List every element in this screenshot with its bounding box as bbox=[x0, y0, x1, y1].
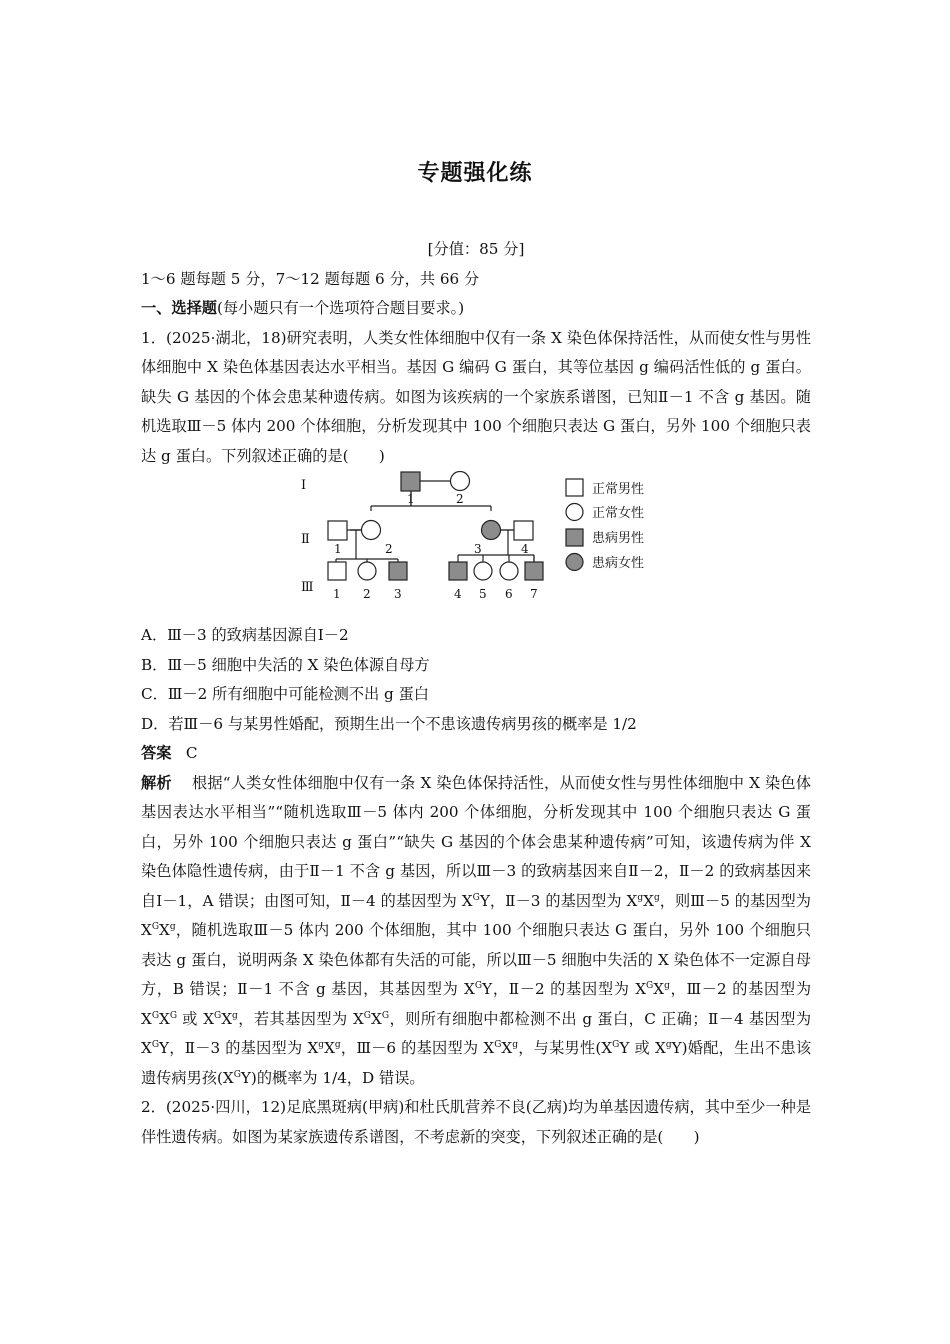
ped-I-1-affected-male bbox=[401, 472, 420, 491]
section-label: 一、选择题 bbox=[141, 299, 217, 317]
ped-num-III-3: 3 bbox=[394, 587, 402, 601]
ped-num-III-1: 1 bbox=[333, 587, 341, 601]
ped-num-III-7: 7 bbox=[530, 587, 538, 601]
ped-num-II-1: 1 bbox=[334, 542, 342, 556]
legend-normal-female: 正常女性 bbox=[592, 506, 645, 521]
analysis-text: X bbox=[653, 980, 665, 998]
q1-option-c: C．Ⅲ－2 所有细胞中可能检测不出 g 蛋白 bbox=[141, 685, 429, 703]
analysis-text: X bbox=[221, 1009, 233, 1028]
allele-sup: g bbox=[232, 1010, 238, 1021]
allele-sup: G bbox=[169, 1010, 178, 1021]
pedigree-chart bbox=[296, 471, 656, 621]
ped-III-4-affected-male bbox=[449, 562, 467, 580]
page-title: 专题强化练 bbox=[417, 161, 533, 186]
ped-num-III-4: 4 bbox=[454, 587, 462, 601]
q1-option-b: B．Ⅲ－5 细胞中失活的 X 染色体源自母方 bbox=[141, 655, 430, 674]
ped-III-5-normal-female bbox=[474, 562, 492, 580]
q1-analysis bbox=[141, 769, 811, 1094]
allele-sup: G bbox=[151, 922, 160, 932]
allele-sup: g bbox=[664, 981, 670, 991]
analysis-text: X bbox=[501, 1039, 513, 1057]
analysis-text: ，则所有细胞中都检测不出 g 蛋白，C 正确；Ⅱ－4 基因型为 X bbox=[141, 1009, 812, 1057]
allele-sup: G bbox=[151, 1040, 160, 1050]
answer-label: 答案 bbox=[141, 744, 172, 762]
q2-source: (2025·四川，12) bbox=[165, 1098, 287, 1116]
analysis-text: Y，Ⅱ－2 的基因型为 X bbox=[482, 980, 647, 998]
gen-label-3: Ⅲ bbox=[301, 580, 314, 595]
score-line: [分值：85 分] bbox=[427, 240, 525, 258]
allele-sup: G bbox=[233, 1069, 241, 1080]
analysis-text: ，Ⅲ－2 的基因型为 X bbox=[141, 980, 812, 1028]
allele-sup: G bbox=[612, 1040, 620, 1050]
legend-affected-female: 患病女性 bbox=[592, 556, 645, 571]
gen-label-1: Ⅰ bbox=[301, 478, 307, 493]
q1-option-d: D．若Ⅲ－6 与某男性婚配，预期生出一个不患该遗传病男孩的概率是 1/2 bbox=[141, 714, 637, 733]
ped-III-1-normal-male bbox=[328, 562, 346, 580]
allele-sup: g bbox=[665, 1040, 672, 1050]
analysis-text: X bbox=[371, 1009, 382, 1028]
analysis-text: 根据“人类女性体细胞中仅有一条 X 染色体保持活性，从而使女性与男性体细胞中 X 染色体基因表达水平相当”“随机选取Ⅲ－5 体内 200 个体细胞，分析发现其中 100 个细胞只表达 G 蛋白，另外 100 个细胞只表达 g 蛋白”“缺失 G 基因的个体会患某种遗传病”可知，该遗传病为伴 X 染色体隐性遗传病，由于Ⅱ－1 不含 g 基因，所以Ⅲ－3 的致病基因来自Ⅱ－2，Ⅱ－2 的致病基因来自Ⅰ－1，A 错误；由图可知，Ⅱ－4 的基因型为 X bbox=[141, 773, 812, 910]
gen-label-2: Ⅱ bbox=[301, 532, 310, 547]
legend-affected-male-icon bbox=[566, 529, 583, 546]
ped-num-II-3: 3 bbox=[474, 542, 482, 556]
q1-option-a: A．Ⅲ－3 的致病基因源自Ⅰ－2 bbox=[141, 626, 349, 644]
section-note: (每小题只有一个选项符合题目要求。) bbox=[216, 299, 465, 317]
allele-sup: G bbox=[474, 981, 483, 991]
legend-normal-female-icon bbox=[566, 504, 583, 521]
ped-III-6-normal-female bbox=[500, 562, 518, 580]
analysis-text: ，随机选取Ⅲ－5 体内 200 个体细胞，其中 100 个细胞只表达 G 蛋白，另外 100 个细胞只表达 g 蛋白，说明两条 X 染色体都有失活的可能，所以Ⅲ－5 细胞中失活的 X 染色体不一定源自母方，B 错误；Ⅱ－1 不含 g 基因，其基因型为 X bbox=[141, 921, 811, 998]
analysis-text: ，则Ⅲ－5 的基因型为 X bbox=[141, 891, 811, 939]
analysis-label: 解析 bbox=[141, 773, 172, 792]
allele-sup: g bbox=[318, 1040, 325, 1050]
ped-II-4-normal-male bbox=[514, 521, 533, 540]
allele-sup: g bbox=[169, 922, 176, 932]
legend-affected-male: 患病男性 bbox=[592, 531, 645, 546]
legend-normal-male-icon bbox=[566, 479, 583, 496]
analysis-text: Y，Ⅱ－3 的基因型为 X bbox=[479, 891, 638, 910]
allele-sup: G bbox=[381, 1010, 390, 1021]
pedigree-figure bbox=[141, 471, 811, 621]
allele-sup: g bbox=[512, 1040, 518, 1050]
analysis-text: Y)婚配，生出不患该遗传病男孩(X bbox=[141, 1039, 812, 1087]
analysis-text: ，与某男性(X bbox=[518, 1039, 613, 1057]
allele-sup: g bbox=[334, 1040, 341, 1050]
ped-num-II-4: 4 bbox=[521, 542, 529, 556]
allele-sup: G bbox=[646, 981, 654, 991]
ped-II-3-affected-female bbox=[482, 521, 501, 540]
ped-II-2-normal-female bbox=[362, 521, 381, 540]
answer-value: C bbox=[185, 744, 198, 762]
q1-answer bbox=[141, 739, 811, 769]
ped-III-7-affected-male bbox=[525, 562, 543, 580]
analysis-text: Y，Ⅱ－3 的基因型为 X bbox=[159, 1039, 319, 1057]
analysis-text: ，Ⅲ－6 的基因型为 X bbox=[340, 1039, 495, 1057]
q2-number: 2． bbox=[141, 1098, 166, 1116]
q2-text: 足底黑斑病(甲病)和杜氏肌营养不良(乙病)均为单基因遗传病，其中至少一种是伴性遗传病。如图为某家族遗传系谱图，不考虑新的突变，下列叙述正确的是( ) bbox=[141, 1098, 812, 1146]
analysis-text: X bbox=[159, 1009, 170, 1028]
ped-II-1-normal-male bbox=[328, 521, 347, 540]
ped-num-I-1: 1 bbox=[407, 492, 415, 506]
scoring-rule: 1～6 题每题 5 分，7～12 题每题 6 分，共 66 分 bbox=[141, 269, 480, 288]
allele-sup: G bbox=[494, 1040, 502, 1050]
ped-num-I-2: 2 bbox=[456, 492, 464, 506]
allele-sup: g bbox=[637, 892, 644, 903]
analysis-text: ，若其基因型为 X bbox=[237, 1009, 364, 1028]
question-2-stem bbox=[141, 1093, 811, 1152]
ped-III-2-normal-female bbox=[358, 562, 376, 580]
allele-sup: G bbox=[472, 892, 480, 903]
legend-normal-male: 正常男性 bbox=[592, 482, 645, 497]
allele-sup: G bbox=[214, 1010, 222, 1021]
ped-num-III-6: 6 bbox=[505, 587, 513, 601]
allele-sup: G bbox=[363, 1010, 371, 1021]
content-body bbox=[141, 235, 811, 1152]
allele-sup: G bbox=[151, 1010, 160, 1021]
q1-number: 1． bbox=[141, 328, 167, 347]
ped-num-III-5: 5 bbox=[479, 587, 487, 601]
analysis-text: Y)的概率为 1/4，D 错误。 bbox=[240, 1068, 425, 1087]
legend-affected-female-icon bbox=[566, 554, 583, 571]
ped-num-II-2: 2 bbox=[385, 542, 393, 556]
ped-III-3-affected-male bbox=[389, 562, 407, 580]
section-header bbox=[141, 294, 811, 324]
question-1-stem bbox=[141, 324, 811, 472]
analysis-text: Y 或 X bbox=[619, 1039, 666, 1057]
q1-text: 研究表明，人类女性体细胞中仅有一条 X 染色体保持活性，从而使女性与男性体细胞中 X 染色体基因表达水平相当。基因 G 编码 G 蛋白，其等位基因 g 编码活性低的 g 蛋白。缺失 G 基因的个体会患某种遗传病。如图为该疾病的一个家族系谱图，已知Ⅱ－1 不含 g 基因。随机选取Ⅲ－5 体内 200 个体细胞，分析发现其中 100 个细胞只表达 G 蛋白，另外 100 个细胞只表达 g 蛋白。下列叙述正确的是( ) bbox=[141, 328, 812, 465]
analysis-text: 或 X bbox=[177, 1009, 215, 1028]
analysis-text: X bbox=[159, 921, 170, 939]
allele-sup: g bbox=[653, 892, 660, 903]
analysis-text: X bbox=[643, 891, 654, 910]
ped-I-2-normal-female bbox=[451, 472, 470, 491]
ped-num-III-2: 2 bbox=[363, 587, 371, 601]
analysis-text: X bbox=[324, 1039, 335, 1057]
q1-source: (2025·湖北，18) bbox=[166, 328, 287, 347]
